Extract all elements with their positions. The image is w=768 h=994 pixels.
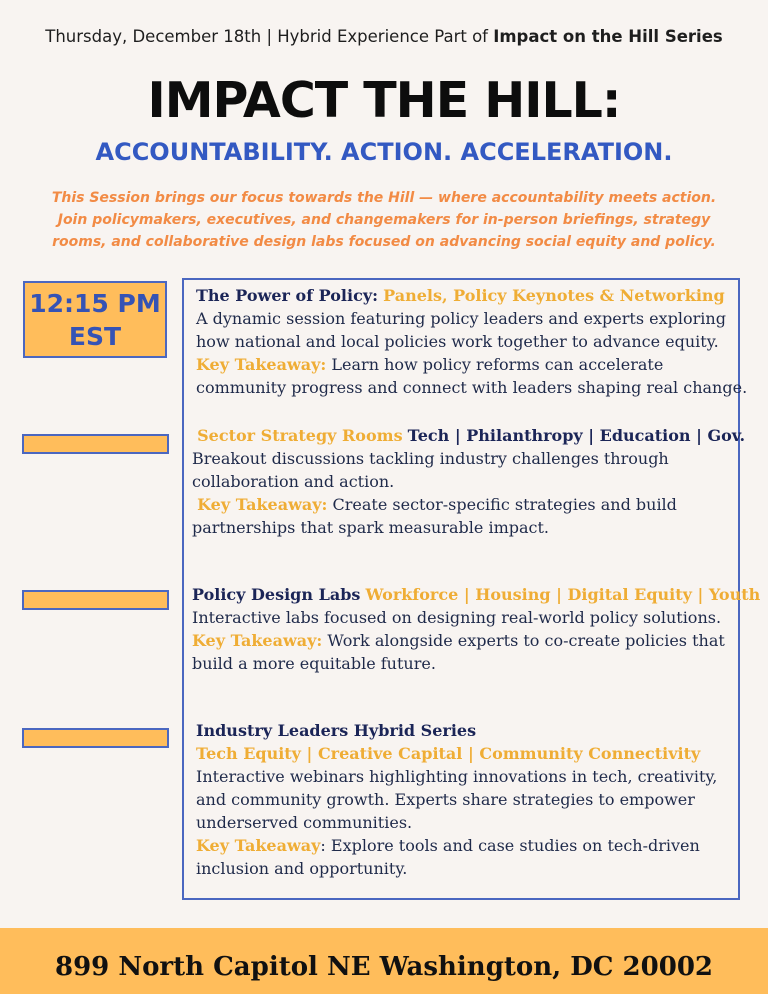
takeaway-text: partnerships that spark measurable impact. (192, 518, 550, 537)
session-tags: Tech | Philanthropy | Education | Gov. (407, 426, 746, 445)
session-title: Policy Design Labs (192, 585, 361, 604)
session-description: A dynamic session featuring policy leaders and experts exploring (196, 309, 726, 328)
time-value: 12:15 PM (29, 289, 161, 318)
takeaway-label: Key Takeaway: (192, 631, 323, 650)
takeaway-text: Create sector-specific strategies and build (327, 495, 677, 514)
takeaway-text: community progress and connect with leaders shaping real change. (196, 378, 748, 397)
time-zone: EST (68, 322, 122, 351)
time-badge (23, 281, 167, 358)
session-sector-strategy-rooms (192, 424, 745, 539)
takeaway-label: Key Takeaway (196, 836, 321, 855)
intro-line: Join policymakers, executives, and changemakers for in-person briefings, strategy (57, 212, 711, 228)
session-description: collaboration and action. (192, 472, 395, 491)
series-name: Impact on the Hill Series (493, 27, 723, 46)
session-description: Interactive webinars highlighting innovations in tech, creativity, (196, 767, 718, 786)
page-subtitle: ACCOUNTABILITY. ACTION. ACCELERATION. (95, 138, 673, 166)
session-title: The Power of Policy: (196, 286, 379, 305)
takeaway-text: build a more equitable future. (192, 654, 436, 673)
session-marker (22, 728, 169, 748)
intro-paragraph (40, 187, 728, 253)
event-date-line (0, 27, 768, 46)
session-title: Sector Strategy Rooms (197, 426, 403, 445)
takeaway-label: Key Takeaway: (197, 495, 328, 514)
session-industry-leaders (196, 719, 717, 880)
page-title: IMPACT THE HILL: (147, 72, 621, 129)
session-policy-design-labs (192, 583, 760, 675)
takeaway-text: inclusion and opportunity. (196, 859, 408, 878)
session-marker (22, 434, 169, 454)
takeaway-text: Learn how policy reforms can accelerate (326, 355, 664, 374)
session-tags: Panels, Policy Keynotes & Networking (383, 286, 725, 305)
session-title: Industry Leaders Hybrid Series (196, 721, 477, 740)
takeaway-text: Work alongside experts to co-create policies that (322, 631, 725, 650)
takeaway-label: Key Takeaway: (196, 355, 327, 374)
session-marker (22, 590, 169, 610)
session-tags: Tech Equity | Creative Capital | Community Connectivity (196, 744, 701, 763)
intro-line: This Session brings our focus towards the Hill — where accountability meets action. (51, 190, 717, 206)
session-description: how national and local policies work together to advance equity. (196, 332, 719, 351)
footer-address: 899 North Capitol NE Washington, DC 20002 (55, 952, 713, 982)
session-power-of-policy (196, 284, 747, 399)
session-description: and community growth. Experts share strategies to empower (196, 790, 695, 809)
session-tags: Workforce | Housing | Digital Equity | Youth (365, 585, 761, 604)
date-text: Thursday, December 18th | Hybrid Experience Part of (45, 27, 494, 46)
takeaway-text: : Explore tools and case studies on tech-driven (320, 836, 700, 855)
session-description: Breakout discussions tackling industry challenges through (192, 449, 669, 468)
session-description: underserved communities. (196, 813, 413, 832)
intro-line: rooms, and collaborative design labs focused on advancing social equity and policy. (52, 234, 716, 250)
session-description: Interactive labs focused on designing real-world policy solutions. (192, 608, 722, 627)
